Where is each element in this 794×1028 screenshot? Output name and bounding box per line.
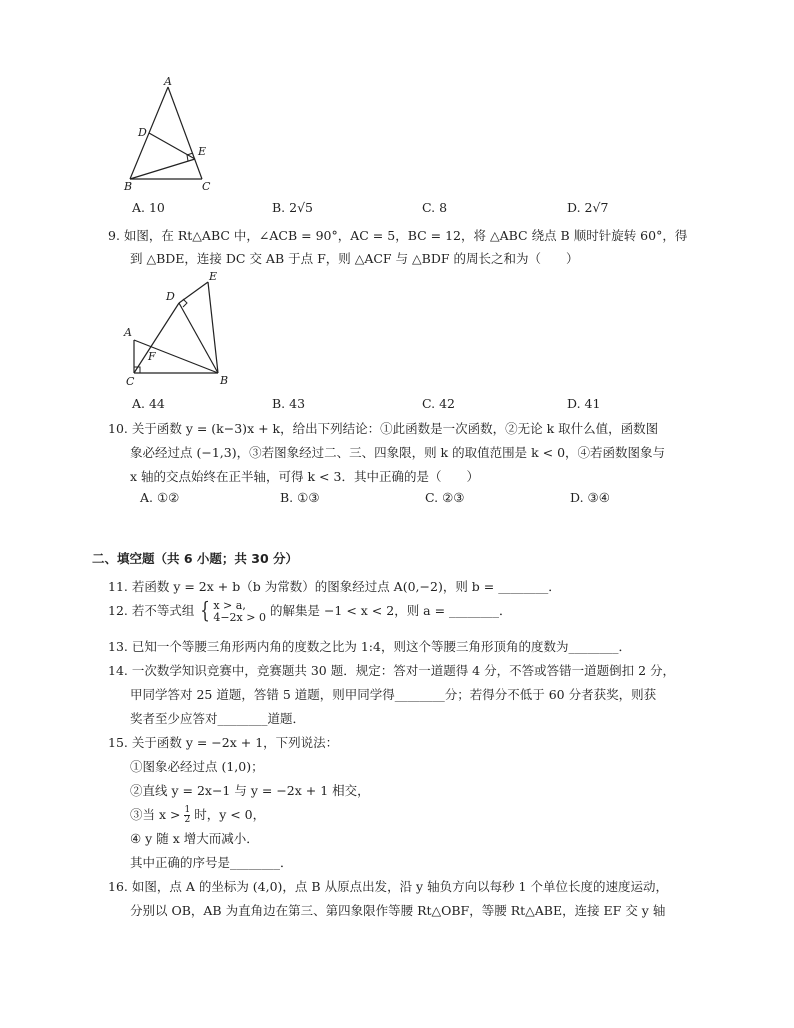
q15-text-line1: 15. 关于函数 y = −2x + 1，下列说法： <box>108 735 339 750</box>
q10-option-c: C. ②③ <box>425 490 465 505</box>
inequality-system <box>213 600 266 623</box>
label-d: D <box>166 290 175 303</box>
q10-option-a: A. ①② <box>140 490 180 505</box>
q15-last: 其中正确的序号是________． <box>130 855 293 870</box>
triangle-figure-q9 <box>120 270 235 388</box>
q9-option-c: C. 42 <box>422 396 455 411</box>
q8-option-a: A. 10 <box>132 200 165 215</box>
q15-item3-pre: ③当 x > <box>130 807 181 822</box>
q11-text: 11. 若函数 y = 2x + b（b 为常数）的图象经过点 A(0,−2)，则 b = ________． <box>108 579 561 594</box>
label-e: E <box>209 270 218 283</box>
label-f: F <box>148 350 156 363</box>
label-a: A <box>124 326 132 339</box>
q10-text-line3: x 轴的交点始终在正半轴，可得 k < 3．其中正确的是（ ） <box>130 469 479 484</box>
label-b: B <box>220 374 229 387</box>
q14-text-line2: 甲同学答对 25 道题，答错 5 道题，则甲同学得________分；若得分不低于 60 分者获奖，则获 <box>130 687 657 702</box>
label-c: C <box>126 375 135 388</box>
q15-item3-post: 时，y < 0， <box>194 807 266 822</box>
q12-prefix: 12. 若不等式组 <box>108 603 195 618</box>
q15-item-2: ②直线 y = 2x−1 与 y = −2x + 1 相交， <box>130 783 370 798</box>
segment-be <box>130 159 195 179</box>
q12-text <box>108 598 512 625</box>
q9-option-d: D. 41 <box>567 396 601 411</box>
q14-text-line3: 奖者至少应答对________道题． <box>130 711 306 726</box>
q10-text-line2: 象必经过点 (−1,3)，③若图象经过二、三、四象限，则 k 的取值范围是 k < 0，④若函数图象与 <box>130 445 666 460</box>
side-eb <box>208 282 218 373</box>
q10-text-line1: 10. 关于函数 y = (k−3)x + k，给出下列结论：①此函数是一次函数，②无论 k 取什么值，函数图 <box>108 421 659 436</box>
fraction-one-half <box>184 806 190 825</box>
q16-text-line2: 分别以 OB，AB 为直角边在第三、第四象限作等腰 Rt△OBF，等腰 Rt△ABE，连接 EF 交 y 轴 <box>130 903 666 918</box>
inequality-2: 4−2x > 0 <box>213 610 266 624</box>
q15-item-4: ④ y 随 x 增大而减小． <box>130 831 259 846</box>
q8-option-b: B. 2√5 <box>272 200 314 215</box>
right-angle-mark-d <box>183 299 187 307</box>
q10-option-b: B. ①③ <box>280 490 320 505</box>
label-c: C <box>202 180 211 193</box>
triangle-figure-q8 <box>120 75 220 193</box>
q9-option-a: A. 44 <box>132 396 165 411</box>
inequality-1: x > a, <box>213 598 246 612</box>
q8-option-c: C. 8 <box>422 200 448 215</box>
label-d: D <box>138 126 147 139</box>
section-heading-fill-in: 二、填空题（共 6 小题；共 30 分） <box>92 551 299 566</box>
fraction-num: 1 <box>184 805 191 815</box>
q15-item-1: ①图象必经过点 (1,0)； <box>130 759 264 774</box>
q9-text-line1: 9. 如图，在 Rt△ABC 中，∠ACB = 90°，AC = 5，BC = 12，将 △ABC 绕点 B 顺时针旋转 60°，得 <box>108 228 688 243</box>
q9-option-b: B. 43 <box>272 396 306 411</box>
q8-option-d: D. 2√7 <box>567 200 609 215</box>
q12-suffix: 的解集是 −1 < x < 2，则 a = ________． <box>269 603 512 618</box>
system-brace-icon: { <box>200 598 211 624</box>
q16-text-line1: 16. 如图，点 A 的坐标为 (4,0)，点 B 从原点出发，沿 y 轴负方向以每秒 1 个单位长度的速度运动， <box>108 879 668 894</box>
label-b: B <box>124 180 133 193</box>
side-db <box>179 303 218 373</box>
q9-text-line2: 到 △BDE，连接 DC 交 AB 于点 F，则 △ACF 与 △BDF 的周长之和为（ ） <box>130 251 579 266</box>
q15-item-3 <box>130 802 265 828</box>
segment-dc <box>134 303 179 373</box>
side-ab <box>134 340 218 373</box>
fraction-den: 2 <box>184 815 191 825</box>
label-e: E <box>198 145 207 158</box>
q14-text-line1: 14. 一次数学知识竞赛中，竞赛题共 30 题．规定：答对一道题得 4 分，不答或答错一道题倒扣 2 分， <box>108 663 676 678</box>
label-a: A <box>164 75 172 88</box>
q10-option-d: D. ③④ <box>570 490 610 505</box>
q13-text: 13. 已知一个等腰三角形两内角的度数之比为 1:4，则这个等腰三角形顶角的度数为________． <box>108 639 631 654</box>
